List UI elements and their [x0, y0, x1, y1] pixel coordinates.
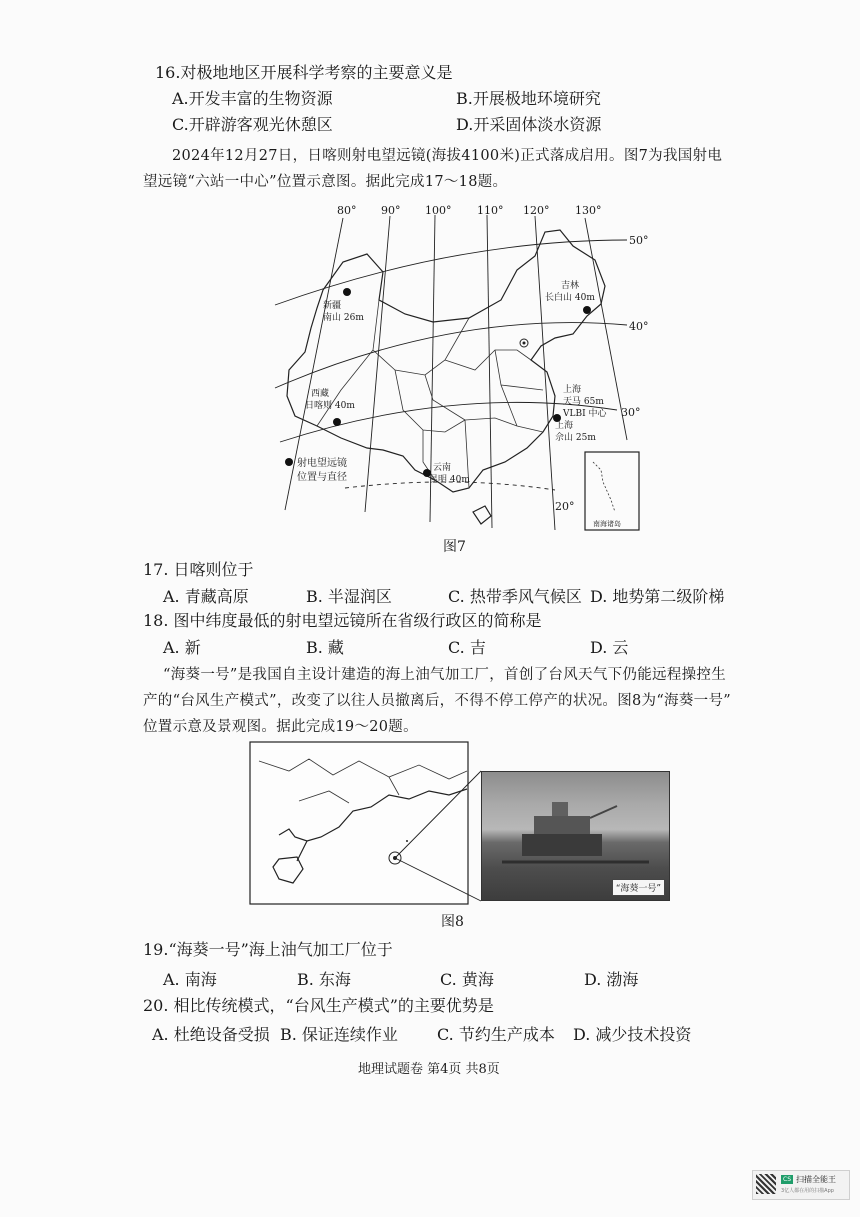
station-shanghai-sheshan: 佘山 25m: [555, 433, 596, 443]
intro2-line2: 产的“台风生产模式”，改变了以往人员撤离后，不得不停工停产的状况。图8为“海葵一号”: [143, 693, 731, 709]
station-yunnan-name: 昆明 40m: [429, 475, 470, 485]
intro1-line2: 望远镜“六站一中心”位置示意图。据此完成17～18题。: [143, 174, 508, 190]
station-xinjiang-region: 新疆: [323, 301, 342, 311]
inset-box: [585, 452, 639, 530]
intro1-line1: 2024年12月27日，日喀则射电望远镜(海拔4100米)正式落成启用。图7为我国射电: [172, 148, 723, 164]
station-xinjiang-name: 南山 26m: [323, 313, 364, 323]
q18-option-b: B. 藏: [306, 638, 344, 657]
page-footer: 地理试题卷 第4页 共8页: [358, 1062, 500, 1077]
legend-line1: 射电望远镜: [297, 458, 347, 469]
q16-option-b: B.开展极地环境研究: [456, 89, 601, 108]
fig8-small-dot: [406, 840, 408, 842]
q19-option-a: A. 南海: [163, 970, 217, 989]
intro2-line3: 位置示意及景观图。据此完成19～20题。: [143, 719, 418, 735]
q20-stem: 20. 相比传统模式，“台风生产模式”的主要优势是: [143, 996, 494, 1015]
hainan-island: [473, 506, 491, 524]
station-jilin-dot: [583, 306, 591, 314]
label-90: 90°: [381, 204, 401, 217]
station-shanghai-vlbi: VLBI 中心: [563, 409, 607, 419]
q16-stem: 16.对极地地区开展科学考察的主要意义是: [155, 63, 453, 82]
intro2-line1: “海葵一号”是我国自主设计建造的海上油气加工厂，首创了台风天气下仍能远程操控生: [163, 667, 727, 683]
station-shanghai-region: 上海: [563, 385, 582, 395]
station-shanghai-tianma: 天马 65m: [563, 397, 604, 407]
q16-option-c: C.开辟游客观光休憩区: [172, 115, 333, 134]
label-100: 100°: [425, 204, 452, 217]
q18-option-a: A. 新: [163, 638, 201, 657]
inset-dashes: [593, 462, 615, 512]
platform-boom: [590, 806, 617, 818]
label-110: 110°: [477, 204, 504, 217]
stamp-subtitle: 3亿人都在用的扫描App: [781, 1188, 834, 1194]
station-shanghai-region-2: 上海: [555, 421, 574, 431]
meridian-120: [535, 216, 555, 530]
station-xizang-name: 日喀则 40m: [305, 401, 355, 411]
fig7-caption: 图7: [443, 539, 466, 555]
q17-option-d: D. 地势第二级阶梯: [590, 587, 725, 606]
q17-stem: 17. 日喀则位于: [143, 560, 254, 579]
platform-tower: [552, 802, 568, 816]
q18-option-c: C. 吉: [448, 638, 486, 657]
legend-line2: 位置与直径: [297, 472, 347, 483]
platform-hull: [522, 834, 602, 856]
qr-code-icon: [756, 1174, 776, 1194]
q20-option-b: B. 保证连续作业: [280, 1025, 398, 1044]
q17-option-c: C. 热带季风气候区: [448, 587, 582, 606]
q17-option-a: A. 青藏高原: [163, 587, 249, 606]
q20-option-d: D. 减少技术投资: [573, 1025, 692, 1044]
station-yunnan-region: 云南: [433, 463, 452, 473]
station-xinjiang-dot: [343, 288, 351, 296]
meridian-90: [365, 216, 390, 512]
q19-option-d: D. 渤海: [584, 970, 639, 989]
q16-option-a: A.开发丰富的生物资源: [172, 89, 333, 108]
station-jilin-region: 吉林: [561, 281, 580, 291]
q19-stem: 19.“海葵一号”海上油气加工厂位于: [143, 940, 393, 959]
label-120: 120°: [523, 204, 550, 217]
q20-option-a: A. 杜绝设备受损: [152, 1025, 270, 1044]
legend-dot: [285, 458, 293, 466]
scanner-watermark: [752, 1170, 850, 1200]
label-80: 80°: [337, 204, 357, 217]
label-40: 40°: [629, 320, 649, 333]
station-xizang-dot: [333, 418, 341, 426]
q18-option-d: D. 云: [590, 638, 629, 657]
fig8-caption: 图8: [441, 914, 464, 930]
q20-option-c: C. 节约生产成本: [437, 1025, 555, 1044]
q16-option-d: D.开采固体淡水资源: [456, 115, 602, 134]
cs-logo: CS: [783, 1176, 791, 1183]
station-jilin-name: 长白山 40m: [545, 293, 595, 303]
beijing-dot: [523, 342, 526, 345]
label-130: 130°: [575, 204, 602, 217]
china-outline: [287, 230, 605, 492]
q17-option-b: B. 半湿润区: [306, 587, 392, 606]
label-30: 30°: [621, 406, 641, 419]
fig8-photo: [481, 771, 670, 901]
inset-label: 南海诸岛: [593, 520, 621, 528]
platform-deck: [534, 816, 590, 834]
meridian-110: [487, 215, 492, 528]
station-xizang-region: 西藏: [311, 389, 330, 399]
q19-option-c: C. 黄海: [440, 970, 494, 989]
q19-option-b: B. 东海: [297, 970, 351, 989]
label-20: 20°: [555, 500, 575, 513]
fig7-map: [255, 200, 655, 535]
q18-stem: 18. 图中纬度最低的射电望远镜所在省级行政区的简称是: [143, 611, 542, 630]
stamp-title: 扫描全能王: [796, 1175, 836, 1184]
label-50: 50°: [629, 234, 649, 247]
fig8-photo-label: “海葵一号”: [612, 879, 665, 896]
